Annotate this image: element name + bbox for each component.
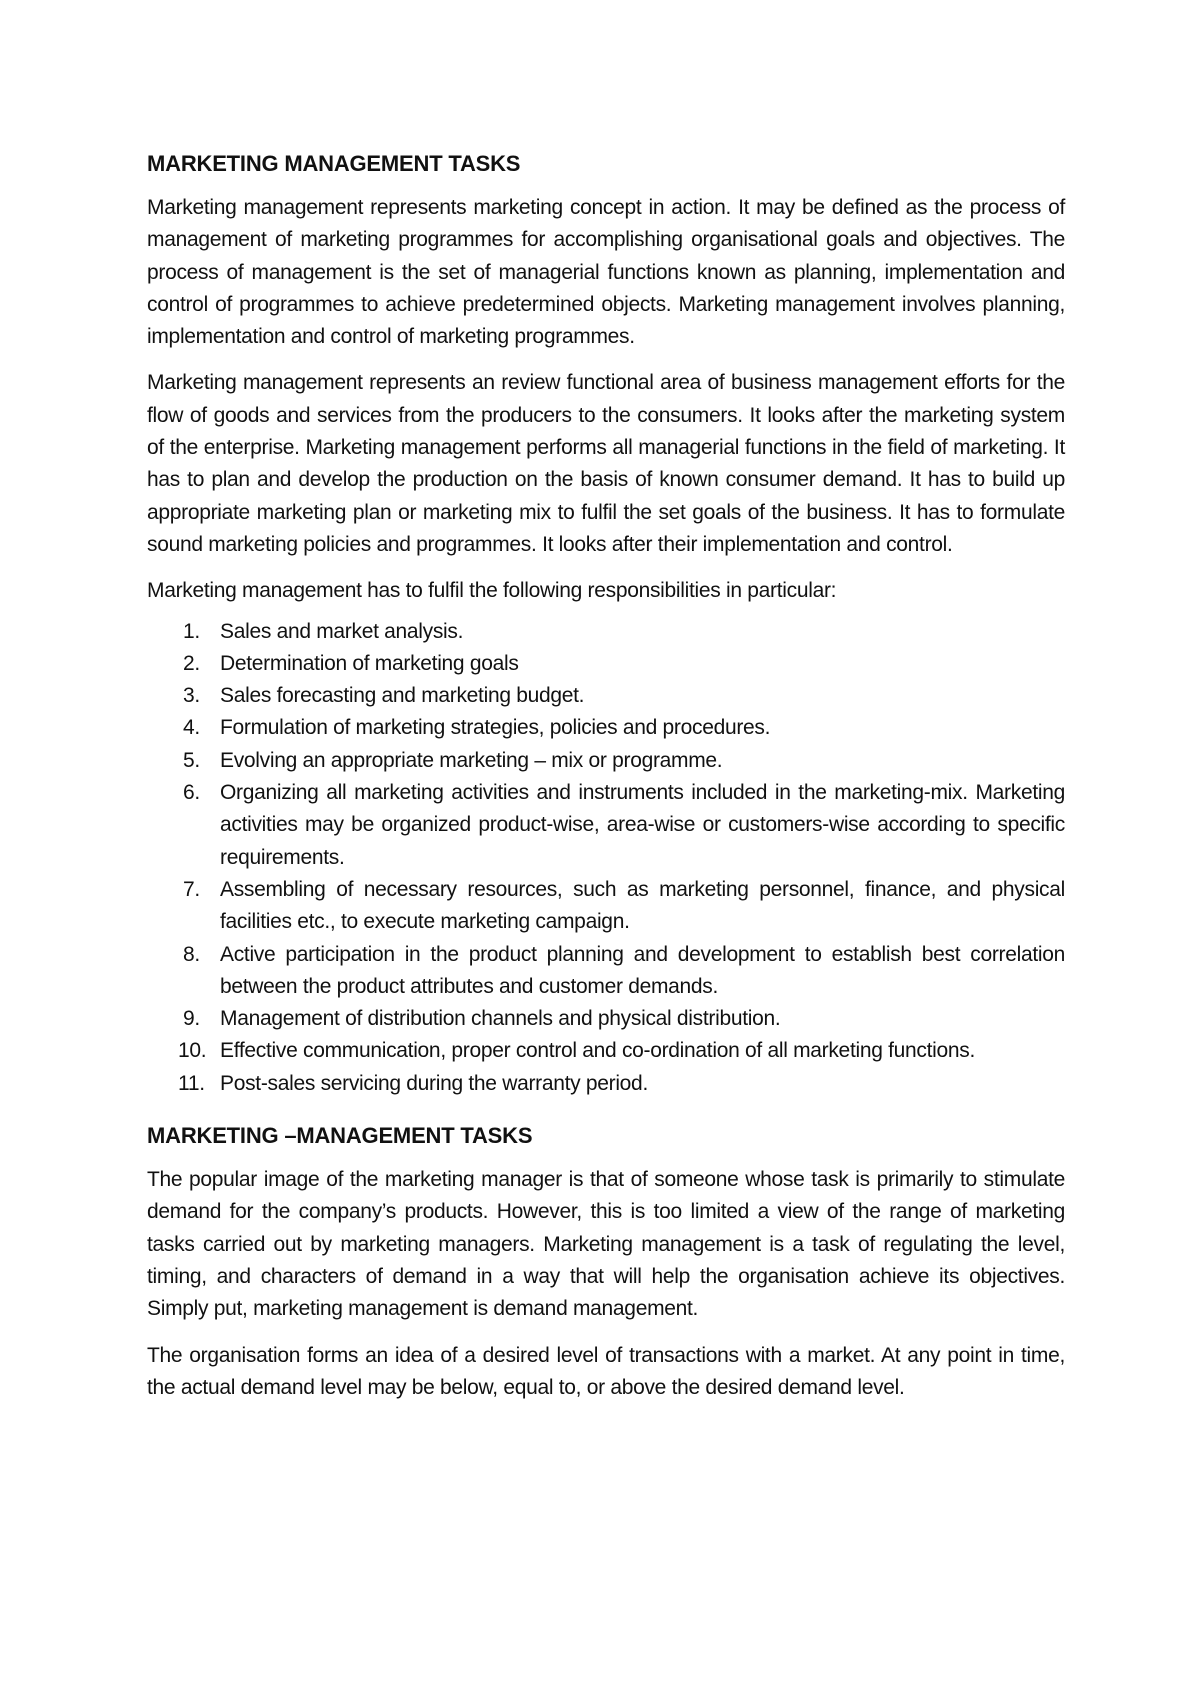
list-item-number: 6.: [183, 781, 200, 805]
list-item-number: 8.: [183, 942, 200, 966]
list-intro: Marketing management has to fulfil the following responsibilities in particular:: [147, 579, 837, 603]
responsibilities-list: [147, 616, 1065, 1100]
list-item-text: Effective communication, proper control and co-ordination of all marketing functions.: [220, 1039, 976, 1063]
list-item-number: 7.: [183, 877, 200, 901]
list-item: [147, 1035, 1065, 1067]
list-item: [147, 712, 1065, 744]
list-item-text: Management of distribution channels and physical distribution.: [220, 1007, 781, 1031]
list-item-number: 1.: [183, 619, 200, 643]
list-item-number: 5.: [183, 748, 200, 772]
list-item-text: Active participation in the product planning and development to establish best correlation between the product attributes and customer demands.: [220, 942, 1065, 998]
paragraph-intro-2: Marketing management represents an review functional area of business management efforts for the flow of goods and services from the producers to the consumers. It looks after the marketing system of the enterprise. Marketing management performs all managerial functions in the field of marketing. It has to plan and develop the production on the basis of known consumer demand. It has to build up appropriate marketing plan or marketing mix to fulfil the set goals of the business. It has to formulate sound marketing policies and programmes. It looks after their implementation and control.: [147, 371, 1065, 556]
list-item-text: Organizing all marketing activities and instruments included in the marketing-mix. Marketing activities may be organized product-wise, area-wise or customers-wise according to specific requirements.: [220, 781, 1065, 869]
paragraph-intro-1: Marketing management represents marketing concept in action. It may be defined as the process of management of marketing programmes for accomplishing organisational goals and objectives. The process of management is the set of managerial functions known as planning, implementation and control of programmes to achieve predetermined objects. Marketing management involves planning, implementation and control of marketing programmes.: [147, 196, 1065, 349]
list-item-text: Sales and market analysis.: [220, 619, 464, 643]
list-item: [147, 939, 1065, 1004]
list-item-text: Determination of marketing goals: [220, 651, 519, 675]
section-heading-2: MARKETING –MANAGEMENT TASKS: [147, 1123, 533, 1149]
list-item-number: 11.: [178, 1071, 205, 1095]
list-item: [147, 1003, 1065, 1035]
list-item: [147, 648, 1065, 680]
list-item-number: 2.: [183, 651, 200, 675]
list-item-text: Post-sales servicing during the warranty period.: [220, 1071, 648, 1095]
list-item: [147, 745, 1065, 777]
list-item-number: 4.: [183, 716, 200, 740]
paragraph-demand-2: The organisation forms an idea of a desired level of transactions with a market. At any point in time, the actual demand level may be below, equal to, or above the desired demand level.: [147, 1343, 1065, 1399]
list-item-text: Assembling of necessary resources, such as marketing personnel, finance, and physical facilities etc., to execute marketing campaign.: [220, 877, 1065, 934]
list-item: [147, 616, 1065, 648]
list-item-number: 3.: [183, 684, 200, 708]
paragraph-demand-1: The popular image of the marketing manager is that of someone whose task is primarily to stimulate demand for the company’s products. However, this is too limited a view of the range of marketing tasks carried out by marketing managers. Marketing management is a task of regulating the level, timing, and characters of demand in a way that will help the organisation achieve its objectives. Simply put, marketing management is demand management.: [147, 1168, 1065, 1321]
document-page: [147, 148, 1065, 1418]
list-item: [147, 1068, 1065, 1100]
section-heading-1: MARKETING MANAGEMENT TASKS: [147, 151, 521, 176]
list-item-text: Evolving an appropriate marketing – mix or programme.: [220, 748, 723, 772]
list-item-number: 10.: [178, 1039, 207, 1063]
list-item-number: 9.: [183, 1007, 200, 1031]
list-item-text: Sales forecasting and marketing budget.: [220, 684, 585, 708]
list-item: [147, 874, 1065, 939]
list-item: [147, 777, 1065, 874]
list-item-text: Formulation of marketing strategies, policies and procedures.: [220, 716, 771, 740]
list-item: [147, 680, 1065, 712]
